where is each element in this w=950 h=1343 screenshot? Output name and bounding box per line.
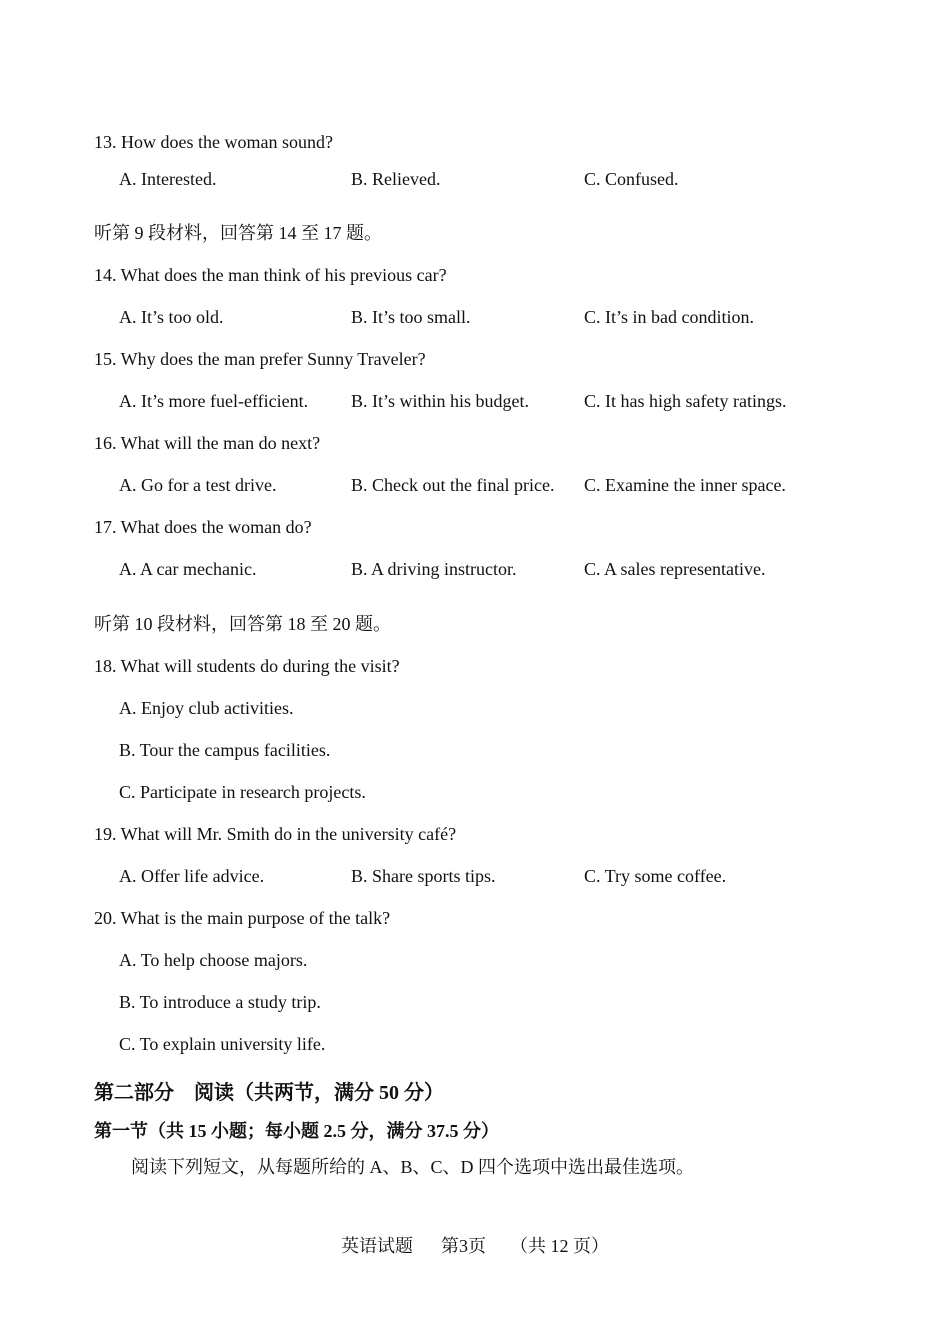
question-17-stem: 17. What does the woman do? — [94, 517, 312, 537]
q18-option-a: A. Enjoy club activities. — [119, 698, 294, 718]
part-2-heading: 第二部分 阅读（共两节，满分 50 分） — [94, 1082, 444, 1104]
q16-option-a: A. Go for a test drive. — [119, 475, 277, 495]
q14-option-a: A. It’s too old. — [119, 307, 224, 327]
q13-option-c: C. Confused. — [584, 169, 679, 189]
q13-option-a: A. Interested. — [119, 169, 217, 189]
material-10-instruction: 听第 10 段材料，回答第 18 至 20 题。 — [94, 614, 391, 634]
q19-option-a: A. Offer life advice. — [119, 866, 265, 886]
question-18-stem: 18. What will students do during the visit? — [94, 656, 400, 676]
q14-option-c: C. It’s in bad condition. — [584, 307, 754, 327]
q15-option-a: A. It’s more fuel-efficient. — [119, 391, 309, 411]
question-20-stem: 20. What is the main purpose of the talk? — [94, 908, 391, 928]
reading-instruction: 阅读下列短文，从每题所给的 A、B、C、D 四个选项中选出最佳选项。 — [131, 1157, 695, 1177]
question-19-stem: 19. What will Mr. Smith do in the university café? — [94, 824, 457, 844]
q20-option-c: C. To explain university life. — [119, 1034, 326, 1054]
q17-option-a: A. A car mechanic. — [119, 559, 257, 579]
q13-option-b: B. Relieved. — [351, 169, 441, 189]
question-14-stem: 14. What does the man think of his previous car? — [94, 265, 447, 285]
q19-option-c: C. Try some coffee. — [584, 866, 727, 886]
q17-option-b: B. A driving instructor. — [351, 559, 517, 579]
question-15-stem: 15. Why does the man prefer Sunny Traveler? — [94, 349, 426, 369]
footer-total-pages: （共 12 页） — [510, 1236, 609, 1256]
q14-option-b: B. It’s too small. — [351, 307, 471, 327]
question-13-stem: 13. How does the woman sound? — [94, 132, 333, 152]
q18-option-b: B. Tour the campus facilities. — [119, 740, 331, 760]
page-footer — [0, 1235, 950, 1257]
material-9-instruction: 听第 9 段材料，回答第 14 至 17 题。 — [94, 223, 382, 243]
q15-option-b: B. It’s within his budget. — [351, 391, 530, 411]
q17-option-c: C. A sales representative. — [584, 559, 766, 579]
q18-option-c: C. Participate in research projects. — [119, 782, 366, 802]
section-1-heading: 第一节（共 15 小题；每小题 2.5 分，满分 37.5 分） — [94, 1121, 499, 1141]
q20-option-b: B. To introduce a study trip. — [119, 992, 321, 1012]
question-16-stem: 16. What will the man do next? — [94, 433, 321, 453]
q16-option-c: C. Examine the inner space. — [584, 475, 786, 495]
footer-subject: 英语试题 — [341, 1236, 413, 1256]
q15-option-c: C. It has high safety ratings. — [584, 391, 787, 411]
footer-page-number: 第3页 — [441, 1236, 486, 1256]
q16-option-b: B. Check out the final price. — [351, 475, 555, 495]
q19-option-b: B. Share sports tips. — [351, 866, 496, 886]
q20-option-a: A. To help choose majors. — [119, 950, 308, 970]
